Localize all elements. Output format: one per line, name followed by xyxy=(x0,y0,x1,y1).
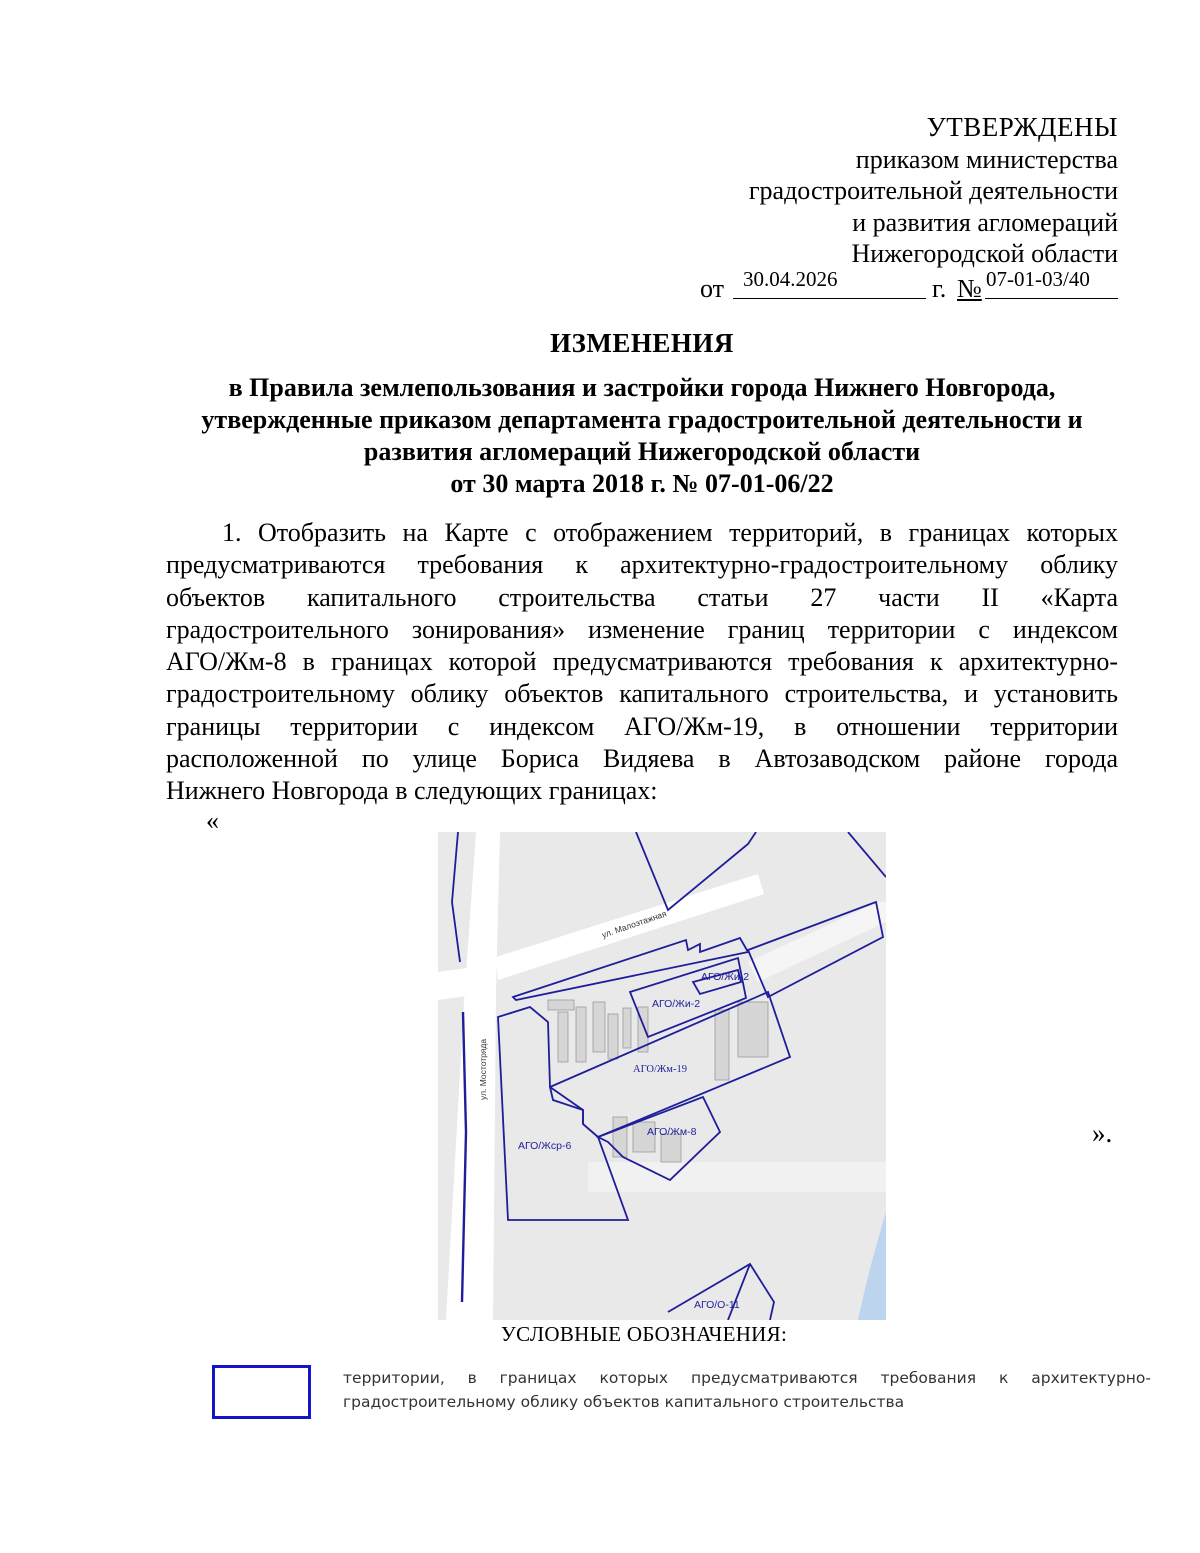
paragraph-line: АГО/Жм-8 в границах которой предусматриваются требования к архитектурно- xyxy=(166,647,1118,677)
document-title: ИЗМЕНЕНИЯ xyxy=(550,328,734,358)
zone-label: АГО/Жи-2 xyxy=(701,971,750,983)
zone-agoo11-edge xyxy=(728,1264,750,1320)
opening-quote: « xyxy=(206,806,219,835)
date-field xyxy=(733,268,926,299)
subtitle-line: в Правила землепользования и застройки города Нижнего Новгорода, xyxy=(228,373,1056,402)
boundary-west xyxy=(452,832,460,962)
zone-label: АГО/Жср-6 xyxy=(518,1140,572,1152)
road-mostotryada xyxy=(446,832,500,1320)
approval-line: приказом министерства xyxy=(855,144,1118,174)
document-subtitle xyxy=(42,372,1200,500)
approval-title: УТВЕРЖДЕНЫ xyxy=(926,112,1118,142)
street-label: ул. Мостотряда xyxy=(478,1038,488,1100)
zone-label: АГО/Жи-2 xyxy=(652,998,701,1010)
boundary-northeast xyxy=(848,832,886,877)
paragraph-line: градостроительного зонирования» изменение границ территории с индексом xyxy=(166,614,1118,644)
date-value: 30.04.2026 xyxy=(743,267,838,291)
legend-description xyxy=(343,1366,1151,1414)
paragraph-line: Нижнего Новгорода в следующих границах: xyxy=(166,776,658,806)
map-drawing xyxy=(438,832,886,1320)
legend-title: УСЛОВНЫЕ ОБОЗНАЧЕНИЯ: xyxy=(500,1322,788,1346)
road-south xyxy=(588,1162,886,1192)
legend-swatch xyxy=(212,1365,311,1419)
zoning-map xyxy=(438,832,886,1320)
zone-label: АГО/Жм-8 xyxy=(647,1126,697,1138)
subtitle-line: от 30 марта 2018 г. № 07-01-06/22 xyxy=(450,469,834,498)
body-paragraph xyxy=(166,517,1118,808)
subtitle-line: развития агломераций Нижегородской области xyxy=(363,437,921,466)
approval-line: Нижегородской области xyxy=(851,239,1118,268)
subtitle-line: утвержденные приказом департамента градостроительной деятельности и xyxy=(201,405,1083,434)
number-field xyxy=(985,268,1118,299)
paragraph-line: расположенной по улице Бориса Видяева в Автозаводском районе города xyxy=(166,744,1118,774)
year-suffix: г. xyxy=(932,274,947,303)
closing-quote: ». xyxy=(1092,1118,1113,1148)
paragraph-line: 1. Отобразить на Карте с отображением территорий, в границах которых xyxy=(222,518,1118,547)
water-area xyxy=(858,1212,886,1320)
number-sign: № xyxy=(957,274,982,303)
paragraph-line: градостроительному облику объектов капитального строительства, и установить xyxy=(166,679,1118,709)
legend-line: градостроительному облику объектов капитального строительства xyxy=(343,1393,905,1411)
zone-agoo11 xyxy=(668,1264,774,1320)
approval-block xyxy=(749,112,1118,270)
approval-date-line xyxy=(700,268,1118,302)
date-prefix: от xyxy=(700,274,725,303)
approval-line: градостроительной деятельности xyxy=(748,176,1118,205)
paragraph-line: предусматриваются требования к архитектурно-градостроительному облику xyxy=(166,550,1118,580)
zone-label: АГО/О-11 xyxy=(694,1299,740,1311)
legend-line: территории, в границах которых предусматриваются требования к архитектурно- xyxy=(343,1369,1151,1387)
paragraph-line: границы территории с индексом АГО/Жм-19, в отношении территории xyxy=(166,711,1118,741)
number-value: 07-01-03/40 xyxy=(986,267,1090,291)
approval-line: и развития агломераций xyxy=(852,207,1118,237)
paragraph-line: объектов капитального строительства статьи 27 части II «Карта xyxy=(166,582,1118,612)
zone-label: АГО/Жм-19 xyxy=(633,1064,687,1075)
street-label: ул. Малоэтажная xyxy=(600,908,668,940)
